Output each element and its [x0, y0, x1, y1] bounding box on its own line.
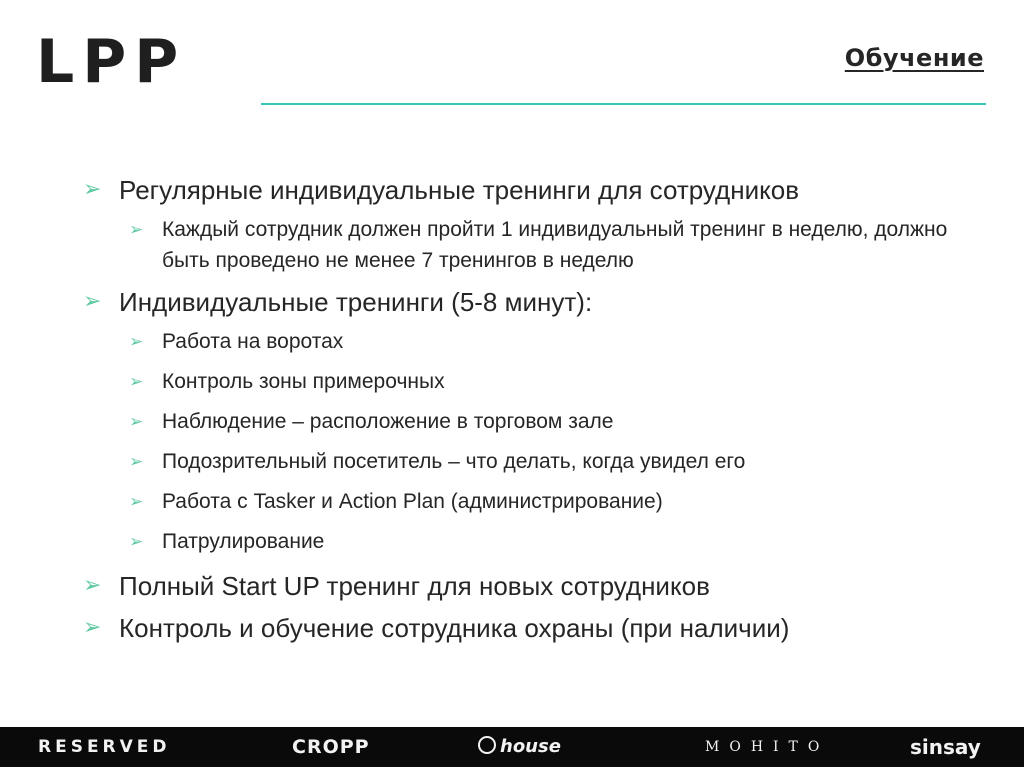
arrow-bullet-icon: ➢	[129, 492, 144, 512]
sub-bullet-text: Патрулирование	[162, 530, 325, 553]
slide-title: Обучение	[844, 44, 984, 72]
sub-bullet-item	[129, 214, 983, 276]
arrow-bullet-icon: ➢	[83, 289, 102, 314]
bullet-text: Полный Start UP тренинг для новых сотрудников	[119, 571, 710, 601]
bullet-list	[83, 172, 983, 650]
sub-bullet-item	[129, 326, 983, 358]
arrow-bullet-icon: ➢	[129, 372, 144, 392]
sub-bullet-text: Каждый сотрудник должен пройти 1 индивидуальный тренинг в неделю, должно быть проведено не менее 7 тренингов в неделю	[162, 218, 948, 272]
bullet-text: Регулярные индивидуальные тренинги для сотрудников	[119, 175, 800, 205]
brand-footer-bar	[0, 727, 1024, 767]
sub-bullet-text: Контроль зоны примерочных	[162, 370, 445, 393]
arrow-bullet-icon: ➢	[129, 412, 144, 432]
sub-bullet-text: Подозрительный посетитель – что делать, когда увидел его	[162, 450, 746, 473]
arrow-bullet-icon: ➢	[129, 220, 144, 240]
brand-house-logo	[478, 727, 561, 767]
sub-bullet-item	[129, 526, 983, 558]
sub-bullet-text: Наблюдение – расположение в торговом зале	[162, 410, 614, 433]
house-circle-icon	[478, 736, 496, 754]
brand-cropp-logo: CROPP	[292, 736, 370, 758]
arrow-bullet-icon: ➢	[83, 615, 102, 640]
brand-reserved-logo: RESERVED	[38, 737, 171, 757]
title-divider	[261, 103, 986, 105]
arrow-bullet-icon: ➢	[129, 532, 144, 552]
bullet-text: Индивидуальные тренинги (5-8 минут):	[119, 287, 593, 317]
arrow-bullet-icon: ➢	[83, 177, 102, 202]
sub-bullet-item	[129, 486, 983, 518]
sub-bullet-item	[129, 406, 983, 438]
bullet-item	[83, 172, 983, 208]
bullet-text: Контроль и обучение сотрудника охраны (при наличии)	[119, 613, 790, 643]
sub-bullet-item	[129, 446, 983, 478]
brand-mohito-logo: MOHITO	[705, 739, 830, 755]
sub-bullet-item	[129, 366, 983, 398]
lpp-logo: LPP	[36, 27, 187, 97]
brand-sinsay-logo: sinsay	[910, 735, 981, 759]
arrow-bullet-icon: ➢	[129, 332, 144, 352]
sub-bullet-text: Работа на воротах	[162, 330, 344, 353]
arrow-bullet-icon: ➢	[83, 573, 102, 598]
arrow-bullet-icon: ➢	[129, 452, 144, 472]
brand-house-text: house	[500, 736, 561, 757]
sub-bullet-text: Работа с Tasker и Action Plan (администрирование)	[162, 490, 663, 513]
bullet-item	[83, 568, 983, 604]
bullet-item	[83, 284, 983, 320]
bullet-item	[83, 610, 983, 646]
